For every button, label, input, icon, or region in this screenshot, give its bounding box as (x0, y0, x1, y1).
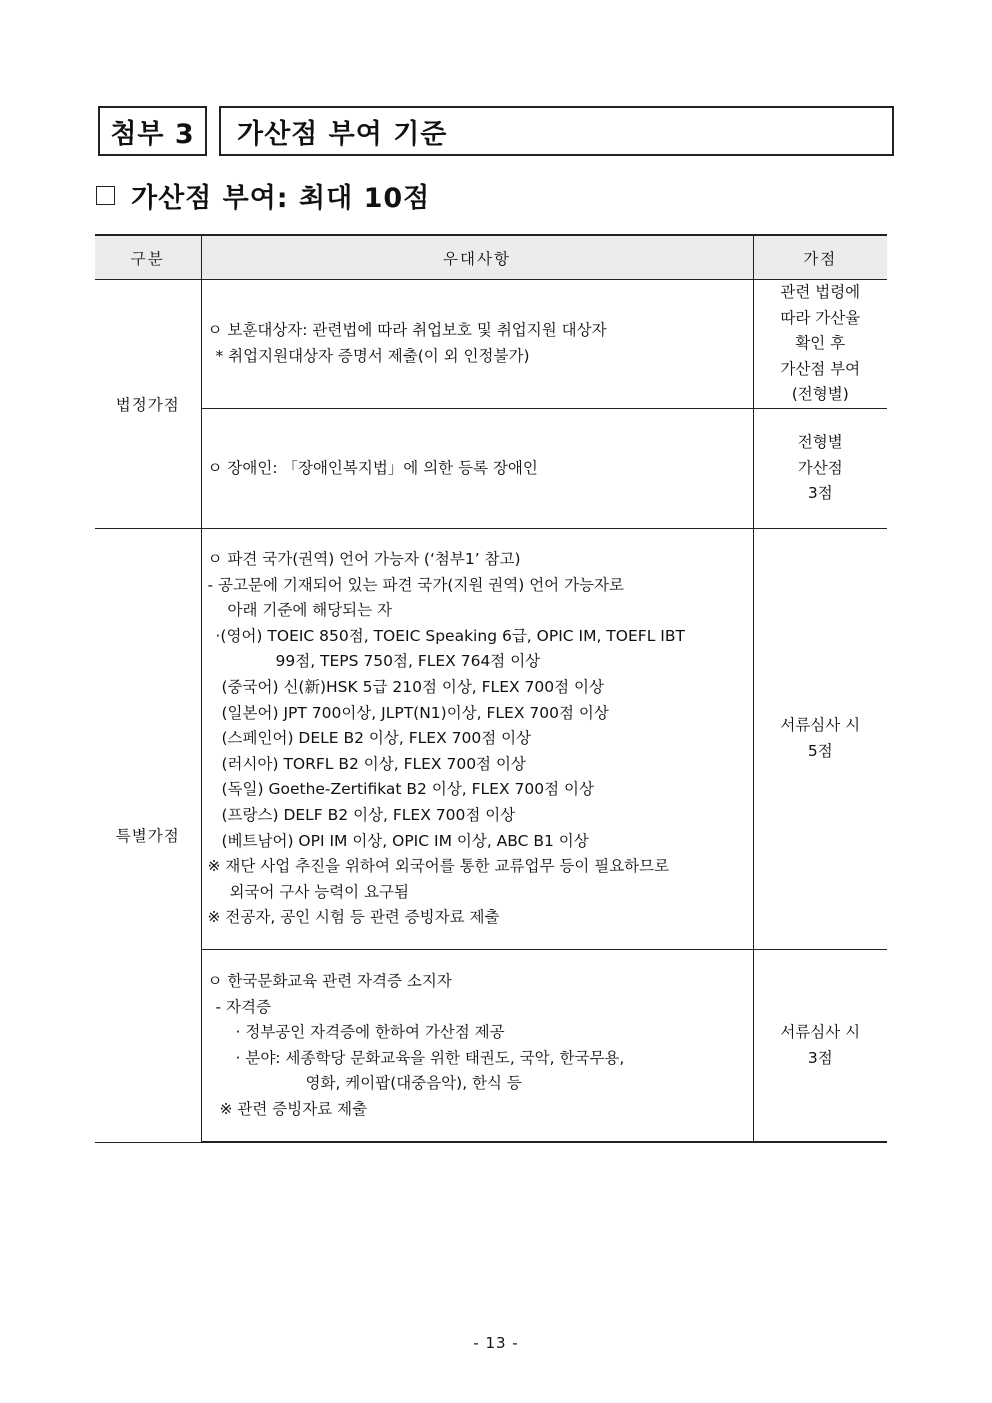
category-cell: 법정가점 (95, 280, 201, 529)
col-header-category: 구분 (95, 235, 201, 280)
table-header-row (95, 235, 887, 280)
text-line: (독일) Goethe-Zertifikat B2 이상, FLEX 700점 이상 (221, 780, 594, 799)
points-line: 따라 가산율 (780, 308, 861, 327)
points-line: 3점 (807, 1048, 833, 1067)
section-heading (96, 176, 430, 215)
points-line: 가산점 (797, 458, 843, 477)
points-line: 서류심사 시 (780, 716, 861, 735)
bonus-criteria-table (95, 234, 887, 1143)
preference-cell (201, 280, 753, 409)
attachment-label: 첨부 3 (110, 118, 195, 150)
text-line: (베트남어) OPI IM 이상, OPIC IM 이상, ABC B1 이상 (221, 831, 589, 850)
table-row (95, 408, 887, 528)
preference-cell (201, 949, 753, 1142)
square-bullet-icon (96, 186, 115, 205)
text-line: ㅇ 한국문화교육 관련 자격증 소지자 (207, 971, 452, 990)
points-line: 확인 후 (795, 334, 846, 353)
text-line: 영화, 케이팝(대중음악), 한식 등 (305, 1074, 522, 1093)
text-line: (중국어) 신(新)HSK 5급 210점 이상, FLEX 700점 이상 (221, 677, 604, 696)
table-row (95, 280, 887, 409)
points-cell (753, 949, 887, 1142)
points-line: 5점 (807, 741, 833, 760)
points-line: 3점 (807, 484, 833, 503)
text-line: (러시아) TORFL B2 이상, FLEX 700점 이상 (221, 754, 526, 773)
text-line: * 취업지원대상자 증명서 제출(이 외 인정불가) (215, 346, 530, 365)
text-line: - 자격증 (215, 997, 271, 1016)
points-cell (753, 408, 887, 528)
table-row (95, 528, 887, 949)
category-cell: 특별가점 (95, 528, 201, 1142)
text-line: ㅇ 파견 국가(권역) 언어 가능자 (‘첨부1’ 참고) (207, 550, 521, 569)
col-header-preference: 우대사항 (201, 235, 753, 280)
text-line: 아래 기준에 해당되는 자 (227, 601, 393, 620)
text-line: ㅇ 보훈대상자: 관련법에 따라 취업보호 및 취업지원 대상자 (207, 321, 607, 340)
text-line: ㅇ 장애인: 「장애인복지법」에 의한 등록 장애인 (207, 458, 538, 477)
points-cell (753, 528, 887, 949)
text-line: ※ 재단 사업 추진을 위하여 외국어를 통한 교류업무 등이 필요하므로 (207, 857, 670, 876)
preference-cell (201, 408, 753, 528)
points-line: 가산점 부여 (780, 359, 861, 378)
text-line: ※ 관련 증빙자료 제출 (219, 1099, 368, 1118)
page-number: - 13 - (473, 1334, 519, 1352)
text-line: (스페인어) DELE B2 이상, FLEX 700점 이상 (221, 729, 532, 748)
text-line: 99점, TEPS 750점, FLEX 764점 이상 (275, 652, 541, 671)
points-line: 관련 법령에 (780, 283, 861, 301)
attachment-title: 가산점 부여 기준 (237, 118, 448, 150)
col-header-points: 가점 (753, 235, 887, 280)
text-line: · 정부공인 자격증에 한하여 가산점 제공 (235, 1023, 505, 1042)
section-title: 가산점 부여: 최대 10점 (131, 183, 431, 214)
attachment-title-box (219, 106, 894, 156)
text-line: (일본어) JPT 700이상, JLPT(N1)이상, FLEX 700점 이상 (221, 703, 609, 722)
points-line: 전형별 (797, 433, 843, 452)
preference-cell (201, 528, 753, 949)
attachment-label-box (98, 106, 207, 156)
text-line: - 공고문에 기재되어 있는 파견 국가(지원 권역) 언어 가능자로 (207, 575, 624, 594)
table-row (95, 949, 887, 1142)
text-line: 외국어 구사 능력이 요구됨 (229, 882, 409, 901)
text-line: ·(영어) TOEIC 850점, TOEIC Speaking 6급, OPIC IM, TOEFL IBT (215, 626, 685, 645)
text-line: · 분야: 세종학당 문화교육을 위한 태권도, 국악, 한국무용, (235, 1048, 625, 1067)
text-line: (프랑스) DELF B2 이상, FLEX 700점 이상 (221, 805, 516, 824)
points-line: (전형별) (791, 385, 849, 404)
points-cell (753, 280, 887, 409)
text-line: ※ 전공자, 공인 시험 등 관련 증빙자료 제출 (207, 908, 500, 927)
points-line: 서류심사 시 (780, 1023, 861, 1042)
